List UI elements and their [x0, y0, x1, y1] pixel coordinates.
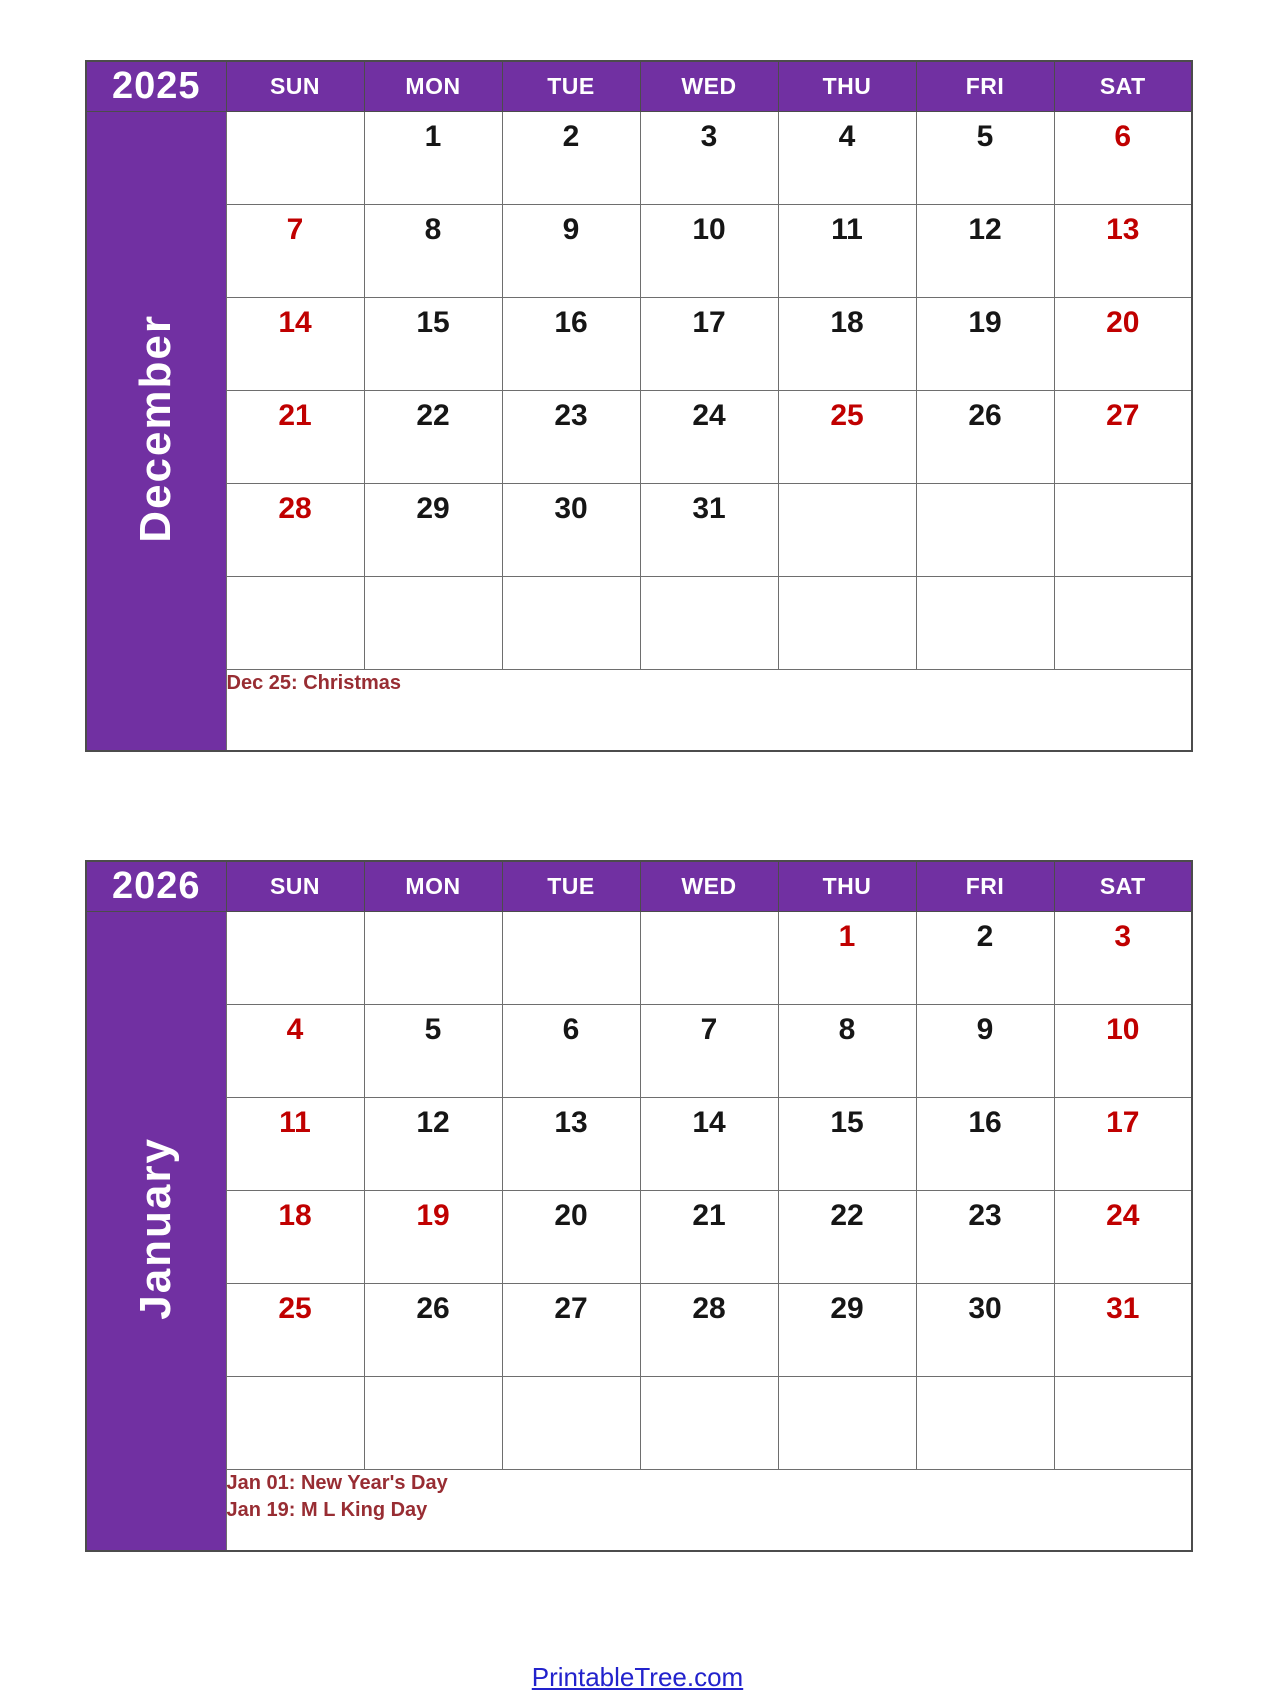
- day-cell-12: 12: [916, 205, 1054, 298]
- day-cell-1: 1: [778, 912, 916, 1005]
- day-cell-5: 5: [364, 1005, 502, 1098]
- day-cell-31: 31: [1054, 1284, 1192, 1377]
- week-row: [86, 205, 1192, 298]
- day-header-thu: THU: [778, 861, 916, 912]
- day-header-sun: SUN: [226, 61, 364, 112]
- day-cell-15: 15: [778, 1098, 916, 1191]
- week-row: [86, 298, 1192, 391]
- day-cell-24: 24: [1054, 1191, 1192, 1284]
- day-cell-7: 7: [640, 1005, 778, 1098]
- day-header-mon: MON: [364, 61, 502, 112]
- day-cell-4: 4: [778, 112, 916, 205]
- day-cell-23: 23: [502, 391, 640, 484]
- day-cell-empty: [916, 577, 1054, 670]
- day-cell-empty: [916, 1377, 1054, 1470]
- day-header-sat: SAT: [1054, 861, 1192, 912]
- day-cell-20: 20: [1054, 298, 1192, 391]
- month-label: December: [131, 314, 181, 543]
- day-cell-empty: [640, 912, 778, 1005]
- week-row: [86, 484, 1192, 577]
- holiday-note: Jan 01: New Year's Day: [226, 1472, 448, 1494]
- day-header-thu: THU: [778, 61, 916, 112]
- day-header-fri: FRI: [916, 61, 1054, 112]
- day-cell-25: 25: [778, 391, 916, 484]
- day-cell-2: 2: [916, 912, 1054, 1005]
- day-cell-7: 7: [226, 205, 364, 298]
- day-cell-22: 22: [364, 391, 502, 484]
- day-cell-empty: [1054, 1377, 1192, 1470]
- week-row: [86, 391, 1192, 484]
- day-cell-18: 18: [226, 1191, 364, 1284]
- holiday-notes: [226, 670, 1192, 752]
- day-cell-empty: [916, 484, 1054, 577]
- day-cell-28: 28: [226, 484, 364, 577]
- day-cell-5: 5: [916, 112, 1054, 205]
- day-cell-22: 22: [778, 1191, 916, 1284]
- month-sidebar: [86, 912, 226, 1552]
- day-cell-31: 31: [640, 484, 778, 577]
- notes-row: [86, 1470, 1192, 1552]
- day-cell-17: 17: [640, 298, 778, 391]
- week-row: [86, 1191, 1192, 1284]
- day-cell-empty: [364, 1377, 502, 1470]
- day-cell-16: 16: [916, 1098, 1054, 1191]
- january-calendar-table: [85, 860, 1193, 1552]
- calendar-december-2025: [85, 0, 1275, 752]
- december-calendar-table: [85, 60, 1193, 752]
- day-cell-27: 27: [502, 1284, 640, 1377]
- week-row: [86, 912, 1192, 1005]
- day-header-fri: FRI: [916, 861, 1054, 912]
- day-cell-27: 27: [1054, 391, 1192, 484]
- day-cell-empty: [640, 577, 778, 670]
- footer: [0, 1662, 1275, 1693]
- day-cell-14: 14: [640, 1098, 778, 1191]
- year-label: 2025: [86, 61, 226, 112]
- day-cell-3: 3: [1054, 912, 1192, 1005]
- holiday-notes: [226, 1470, 1192, 1552]
- day-cell-19: 19: [916, 298, 1054, 391]
- year-label: 2026: [86, 861, 226, 912]
- month-label: January: [131, 1137, 181, 1320]
- day-header-tue: TUE: [502, 861, 640, 912]
- day-cell-25: 25: [226, 1284, 364, 1377]
- holiday-note: Dec 25: Christmas: [226, 672, 402, 694]
- day-cell-29: 29: [364, 484, 502, 577]
- day-cell-empty: [226, 577, 364, 670]
- day-cell-13: 13: [1054, 205, 1192, 298]
- day-cell-8: 8: [778, 1005, 916, 1098]
- calendar-header-row: [86, 61, 1192, 112]
- day-cell-8: 8: [364, 205, 502, 298]
- day-cell-9: 9: [502, 205, 640, 298]
- day-cell-empty: [778, 1377, 916, 1470]
- day-header-tue: TUE: [502, 61, 640, 112]
- day-cell-6: 6: [502, 1005, 640, 1098]
- day-cell-19: 19: [364, 1191, 502, 1284]
- day-cell-12: 12: [364, 1098, 502, 1191]
- day-cell-11: 11: [778, 205, 916, 298]
- day-cell-24: 24: [640, 391, 778, 484]
- day-header-wed: WED: [640, 61, 778, 112]
- day-cell-23: 23: [916, 1191, 1054, 1284]
- notes-row: [86, 670, 1192, 752]
- calendar-january-2026: [85, 752, 1275, 1552]
- day-cell-16: 16: [502, 298, 640, 391]
- day-cell-21: 21: [640, 1191, 778, 1284]
- day-cell-14: 14: [226, 298, 364, 391]
- day-cell-11: 11: [226, 1098, 364, 1191]
- week-row: [86, 1284, 1192, 1377]
- day-cell-empty: [226, 912, 364, 1005]
- week-row: [86, 577, 1192, 670]
- day-cell-26: 26: [364, 1284, 502, 1377]
- month-sidebar: [86, 112, 226, 752]
- calendar-header-row: [86, 861, 1192, 912]
- week-row: [86, 1377, 1192, 1470]
- day-cell-empty: [502, 1377, 640, 1470]
- day-cell-13: 13: [502, 1098, 640, 1191]
- day-cell-10: 10: [640, 205, 778, 298]
- site-link[interactable]: PrintableTree.com: [531, 1662, 744, 1692]
- day-cell-29: 29: [778, 1284, 916, 1377]
- day-cell-6: 6: [1054, 112, 1192, 205]
- day-header-wed: WED: [640, 861, 778, 912]
- day-cell-empty: [502, 577, 640, 670]
- day-cell-18: 18: [778, 298, 916, 391]
- day-cell-20: 20: [502, 1191, 640, 1284]
- day-cell-28: 28: [640, 1284, 778, 1377]
- day-cell-17: 17: [1054, 1098, 1192, 1191]
- day-cell-9: 9: [916, 1005, 1054, 1098]
- day-cell-empty: [502, 912, 640, 1005]
- day-cell-4: 4: [226, 1005, 364, 1098]
- day-cell-2: 2: [502, 112, 640, 205]
- week-row: [86, 1098, 1192, 1191]
- day-cell-30: 30: [502, 484, 640, 577]
- week-row: [86, 1005, 1192, 1098]
- day-header-sat: SAT: [1054, 61, 1192, 112]
- day-cell-1: 1: [364, 112, 502, 205]
- day-cell-26: 26: [916, 391, 1054, 484]
- day-cell-empty: [778, 577, 916, 670]
- holiday-note: Jan 19: M L King Day: [226, 1499, 428, 1521]
- day-cell-empty: [1054, 484, 1192, 577]
- day-cell-30: 30: [916, 1284, 1054, 1377]
- day-cell-empty: [1054, 577, 1192, 670]
- day-cell-empty: [640, 1377, 778, 1470]
- day-cell-3: 3: [640, 112, 778, 205]
- day-cell-10: 10: [1054, 1005, 1192, 1098]
- day-cell-empty: [364, 577, 502, 670]
- day-cell-15: 15: [364, 298, 502, 391]
- day-cell-empty: [226, 112, 364, 205]
- day-cell-empty: [226, 1377, 364, 1470]
- day-cell-empty: [778, 484, 916, 577]
- day-header-sun: SUN: [226, 861, 364, 912]
- week-row: [86, 112, 1192, 205]
- day-header-mon: MON: [364, 861, 502, 912]
- day-cell-empty: [364, 912, 502, 1005]
- day-cell-21: 21: [226, 391, 364, 484]
